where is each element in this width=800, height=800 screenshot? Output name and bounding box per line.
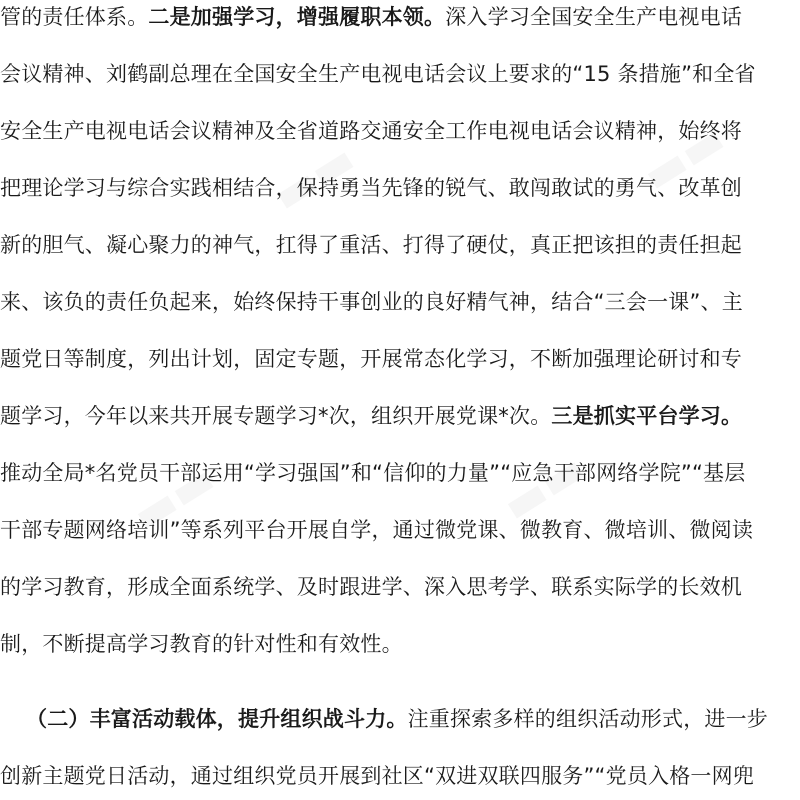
text-line-11 — [0, 571, 800, 603]
text-segment: 新的胆气、凝心聚力的神气，扛得了重活、打得了硬仗，真正把该担的责任担起 — [0, 233, 742, 257]
text-line-14 — [0, 760, 800, 792]
text-segment: 把理论学习与综合实践相结合，保持勇当先锋的锐气、敢闯敢试的勇气、改革创 — [0, 176, 742, 200]
line-fit-wrapper — [26, 703, 768, 735]
bold-heading: 三是抓实平台学习。 — [551, 404, 743, 428]
text-line-6 — [0, 286, 800, 318]
section-heading: （二）丰富活动载体，提升组织战斗力。 — [26, 707, 408, 731]
bold-heading: 二是加强学习，增强履职本领。 — [148, 5, 446, 29]
text-segment: 制，不断提高学习教育的针对性和有效性。 — [0, 632, 403, 656]
line-fit-wrapper — [0, 514, 753, 546]
text-line-12 — [0, 628, 800, 660]
text-segment: 管的责任体系。 — [0, 5, 149, 29]
text-line-1 — [0, 1, 800, 33]
text-segment: 推动全局*名党员干部运用“学习强国”和“信仰的力量”“应急干部网络学院”“基层 — [0, 461, 746, 485]
text-line-7 — [0, 343, 800, 375]
text-line-9 — [0, 457, 800, 489]
line-fit-wrapper — [0, 286, 743, 318]
text-line-2 — [0, 58, 800, 90]
line-fit-wrapper — [0, 628, 403, 660]
text-segment: 注重探索多样的组织活动形式，进一步 — [407, 707, 769, 731]
line-fit-wrapper — [0, 172, 742, 204]
line-fit-wrapper — [0, 343, 742, 375]
text-line-4 — [0, 172, 800, 204]
text-line-5 — [0, 229, 800, 261]
line-fit-wrapper — [0, 1, 742, 33]
text-line-3 — [0, 115, 800, 147]
line-fit-wrapper — [0, 400, 742, 432]
text-segment: 的学习教育，形成全面系统学、及时跟进学、深入思考学、联系实际学的长效机 — [0, 575, 742, 599]
line-fit-wrapper — [0, 760, 754, 792]
text-segment: 安全生产电视电话会议精神及全省道路交通安全工作电视电话会议精神，始终将 — [0, 119, 742, 143]
text-segment: 干部专题网络培训”等系列平台开展自学，通过微党课、微教育、微培训、微阅读 — [0, 518, 754, 542]
text-segment: 来、该负的责任负起来，始终保持干事创业的良好精气神，结合“三会一课”、主 — [0, 290, 743, 314]
text-segment: 创新主题党日活动，通过组织党员开展到社区“双进双联四服务”“党员入格一网兜 — [0, 764, 755, 788]
line-fit-wrapper — [0, 457, 745, 489]
line-fit-wrapper — [0, 58, 756, 90]
line-fit-wrapper — [0, 229, 742, 261]
text-segment: 深入学习全国安全生产电视电话 — [445, 5, 743, 29]
text-line-10 — [0, 514, 800, 546]
text-segment: 题学习，今年以来共开展专题学习*次，组织开展党课*次。 — [0, 404, 552, 428]
text-segment: 题党日等制度，列出计划，固定专题，开展常态化学习，不断加强理论研讨和专 — [0, 347, 742, 371]
text-line-13 — [26, 703, 800, 735]
text-line-8 — [0, 400, 800, 432]
line-fit-wrapper — [0, 115, 742, 147]
line-fit-wrapper — [0, 571, 742, 603]
text-segment: 会议精神、刘鹤副总理在全国安全生产电视电话会议上要求的“15 条措施”和全省 — [0, 62, 756, 86]
